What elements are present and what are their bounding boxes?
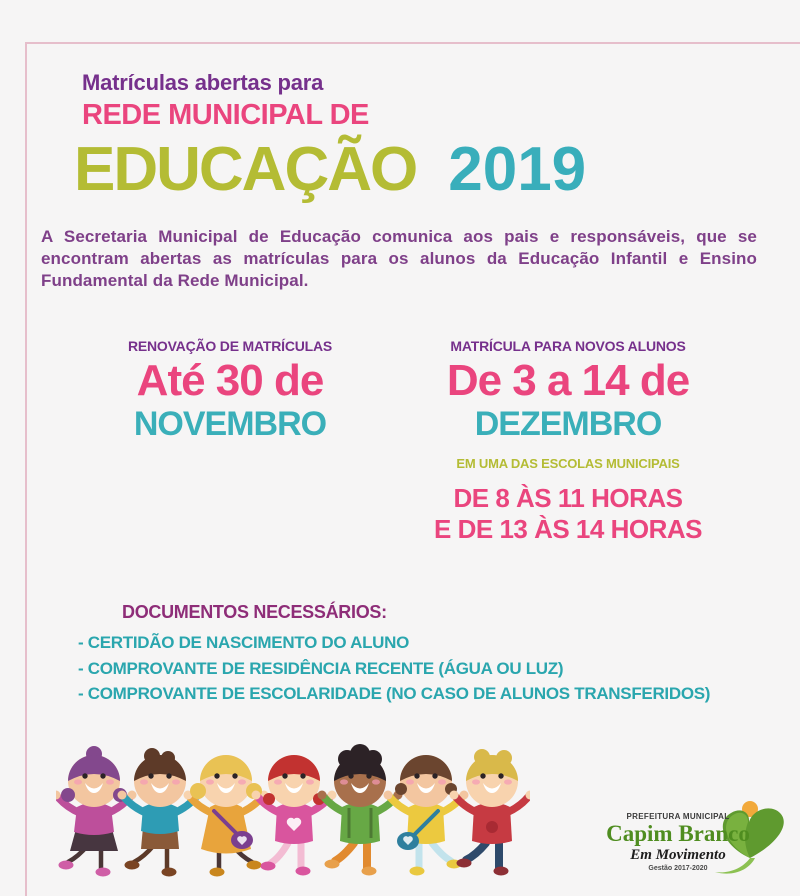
documents-section [78,602,710,707]
municipal-logo [590,796,795,890]
new-enrollment-date: De 3 a 14 de [446,356,690,405]
new-enrollment-section [425,338,711,543]
child-4 [252,755,337,876]
child-6 [384,755,469,876]
logo-text [594,812,762,872]
child-1 [56,746,137,877]
title-year: 2019 [448,135,587,204]
renewal-section [105,338,355,441]
child-3 [184,755,269,877]
renewal-month: NOVEMBRO [133,405,327,443]
title-line-2: REDE MUNICIPAL DE [82,99,369,131]
enrollment-hours-1: DE 8 ÀS 11 HORAS [453,483,683,513]
logo-city-name: Capim Branco [606,821,750,846]
poster-title [74,70,587,205]
child-5 [318,744,403,876]
logo-prefeitura-label: PREFEITURA MUNICIPAL [626,812,730,821]
title-line-3: EDUCAÇÃO [74,135,417,204]
title-line-1: Matrículas abertas para [82,70,324,95]
child-7 [450,749,531,876]
renewal-label: RENOVAÇÃO DE MATRÍCULAS [127,338,333,354]
logo-tagline: Em Movimento [630,847,726,863]
enrollment-location: EM UMA DAS ESCOLAS MUNICIPAIS [456,456,680,471]
documents-title: DOCUMENTOS NECESSÁRIOS: [122,602,387,622]
document-item: - COMPROVANTE DE ESCOLARIDADE (NO CASO DE ALUNOS TRANSFERIDOS) [78,684,711,703]
renewal-date: Até 30 de [136,356,324,405]
document-item: - CERTIDÃO DE NASCIMENTO DO ALUNO [78,633,410,652]
enrollment-hours-2: E DE 13 ÀS 14 HORAS [434,513,702,544]
children-illustration [56,718,530,892]
logo-term: Gestão 2017-2020 [648,865,708,872]
child-2 [118,748,203,877]
new-enrollment-label: MATRÍCULA PARA NOVOS ALUNOS [450,338,686,354]
title-line-3-row [74,134,586,205]
document-item: - COMPROVANTE DE RESIDÊNCIA RECENTE (ÁGUA OU LUZ) [78,658,564,678]
new-enrollment-month: DEZEMBRO [474,405,662,443]
children-running-icon [56,718,530,892]
intro-paragraph: A Secretaria Municipal de Educação comunica aos pais e responsáveis, que se encontram abertas as matrículas para os alunos da Educação Infantil e Ensino Fundamental da Rede Municipal. [41,227,757,290]
documents-list [78,630,710,707]
